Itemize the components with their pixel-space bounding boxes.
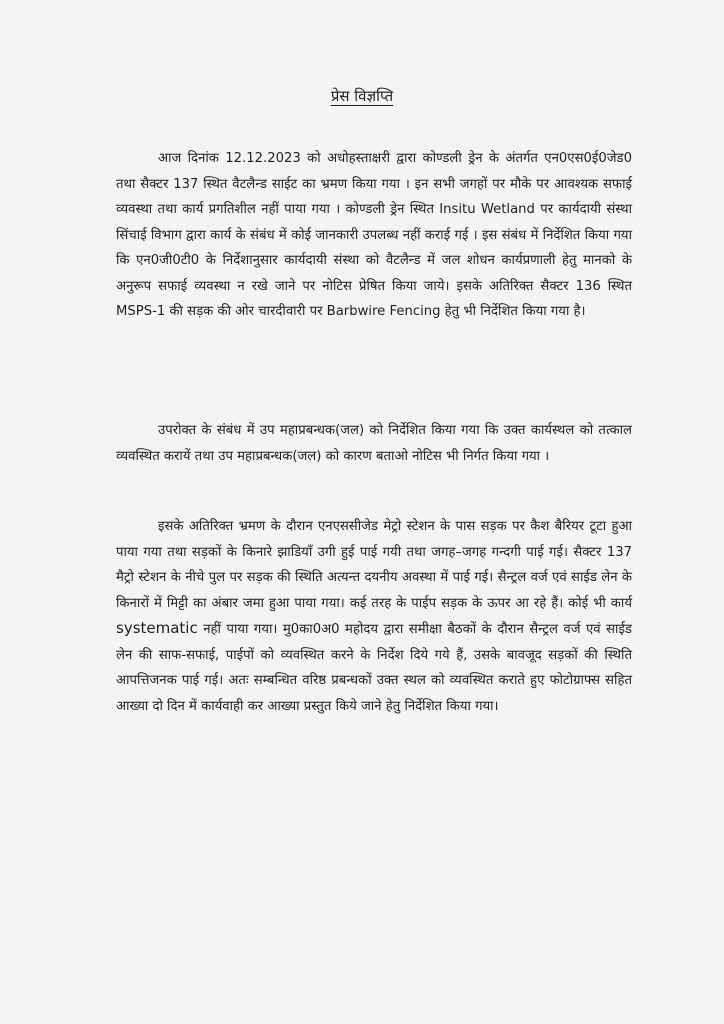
paragraph-2-text: उपरोक्त के संबंध में उप महाप्रबन्धक(जल) को निर्देशित किया गया कि उक्त कार्यस्थल को तत्काल व्यवस्थित करायें तथा उप महाप्रबन्धक(जल) को कारण बताओ नोटिस भी निर्गत किया गया । <box>116 423 632 464</box>
paragraph-3 <box>116 514 632 719</box>
document-title-text: प्रेस विज्ञप्ति <box>330 87 394 105</box>
paragraph-1 <box>116 146 632 325</box>
paragraph-3-text-a: इसके अतिरिक्त भ्रमण के दौरान एनएससीजेड मेट्रो स्टेशन के पास सड़क पर कैश बैरियर टूटा हुआ पाया गया तथा सड़कों के किनारे झाडियाँ उगी हुई पाई गयी तथा जगह–जगह गन्दगी पाई गई। सैक्टर 137 मैट्रो स्टेशन के नीचे पुल पर सड़क की स्थिति अत्यन्त दयनीय अवस्था में पाई गई। सैन्ट्रल वर्ज एवं साईड लेन के किनारों में मिट्टी का अंबार जमा हुआ पाया गया। कई तरह के पाईप सड़क के ऊपर आ रहे हैं। कोई भी कार्य <box>116 519 632 611</box>
paragraph-3-text-b: नहीं पाया गया। मु0का0अ0 महोदय द्वारा समीक्षा बैठकों के दौरान सैन्ट्रल वर्ज एवं साईड लेन की साफ-सफाई, पाईपों को व्यवस्थित करने के निर्देश दिये गये हैं, उसके बावजूद सड़कों की स्थिति आपत्तिजनक पाई गई। अतः सम्बन्धित वरिष्ठ प्रबन्धकों उक्त स्थल को व्यवस्थित कराते हुए फोटोग्राफ्स सहित आख्या दो दिन में कार्यवाही कर आख्या प्रस्तुत किये जाने हेतु निर्देशित किया गया। <box>116 622 632 714</box>
paragraph-1-text: आज दिनांक 12.12.2023 को अधोहस्ताक्षरी द्वारा कोण्डली ड्रेन के अंतर्गत एन0एस0ई0जेड0 तथा सैक्टर 137 स्थित वैटलैन्ड साईट का भ्रमण किया गया । इन सभी जगहों पर मौके पर आवश्यक सफाई व्यवस्था तथा कार्य प्रगतिशील नहीं पाया गया । कोण्डली ड्रेन स्थित Insitu Wetland पर कार्यदायी संस्था सिंचाई विभाग द्वारा कार्य के संबंध में कोई जानकारी उपलब्ध नहीं कराई गई । इस संबंध में निर्देशित किया गया कि एन0जी0टी0 के निर्देशानुसार कार्यदायी संस्था को वैटलैन्ड में जल शोधन कार्यप्रणाली हेतु मानको के अनुरूप सफाई व्यवस्था न रखे जाने पर नोटिस प्रेषित किया जाये। इसके अतिरिक्त सैक्टर 136 स्थित MSPS-1 की सड़क की ओर चारदीवारी पर Barbwire Fencing हेतु भी निर्देशित किया गया है। <box>116 151 632 319</box>
document-title <box>0 86 724 106</box>
paragraph-3-systematic: systematic <box>116 619 198 637</box>
paragraph-2 <box>116 418 632 469</box>
